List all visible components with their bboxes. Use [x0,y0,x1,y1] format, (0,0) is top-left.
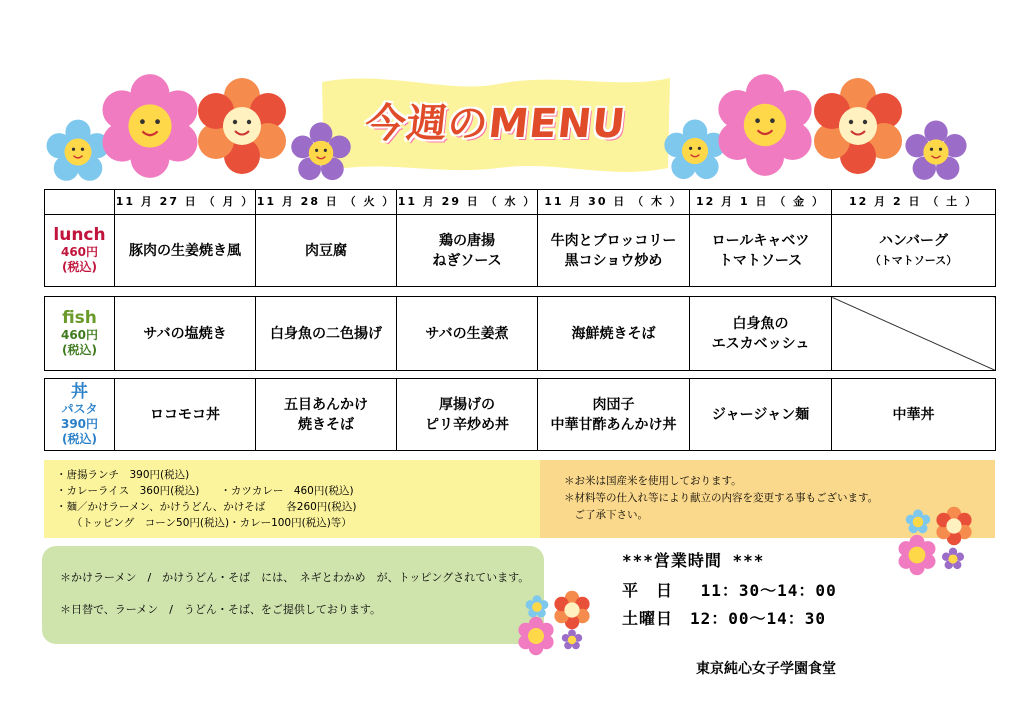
lunch-item: 鶏の唐揚 ねぎソース [397,215,538,287]
orange-flower-icon [192,76,292,176]
don-label [45,379,115,451]
don-name: 丼 [71,381,88,402]
lunch-label [45,215,115,287]
pasta-name: パスタ [61,401,98,416]
purple-flower-icon [286,118,356,188]
blue-flower-icon [904,508,932,536]
don-item: 中華丼 [832,379,996,451]
pink-flower-icon [516,616,556,656]
pink-flower-icon [96,72,204,180]
note-line: （トッピング コーン50円(税込)・カレー100円(税込)等） [56,517,352,529]
don-item: ロコモコ丼 [115,379,256,451]
fish-table [44,296,996,371]
pink-flower-icon [712,72,818,178]
fish-name: fish [62,308,97,328]
fish-price: 460円 [60,328,99,342]
hours-title: ***営業時間 *** [622,551,765,570]
hours-weekday: 平 日 11：30～14：00 [622,581,837,600]
note-line: ご了承下さい。 [564,509,648,521]
orange-flower-icon [552,590,592,630]
fish-tax: (税込) [62,343,97,357]
day-header: 12 月 2 日 （ 土 ） [832,190,996,215]
pink-flower-icon [896,534,938,576]
orange-flower-icon [934,506,974,546]
lunch-tax: (税込) [62,260,97,274]
fish-item: 海鮮焼きそば [538,297,690,371]
fish-item: 白身魚の エスカベッシュ [690,297,832,371]
lunch-item-main: ハンバーグ [878,232,949,249]
purple-flower-icon [940,546,966,572]
don-item: ジャージャン麺 [690,379,832,451]
day-header: 11 月 28 日 （ 火 ） [256,190,397,215]
note-line: ・唐揚ランチ 390円(税込) [56,469,190,481]
lunch-price: 460円 [60,245,99,259]
fish-label [45,297,115,371]
don-tax: (税込) [62,431,97,446]
day-header: 11 月 27 日 （ 月 ） [115,190,256,215]
don-item: 五目あんかけ 焼きそば [256,379,397,451]
topping-notes [42,546,544,644]
don-item: 厚揚げの ピリ辛炒め丼 [397,379,538,451]
don-item: 肉団子 中華甘酢あんかけ丼 [538,379,690,451]
lunch-item-sub: （トマトソース） [869,253,958,267]
lunch-item: 牛肉とブロッコリー 黒コショウ炒め [538,215,690,287]
lunch-item [832,215,996,287]
lunch-item: ロールキャベツ トマトソース [690,215,832,287]
purple-flower-icon [560,628,584,652]
orange-flower-icon [808,76,908,176]
page-title: 今週のMENU [363,101,629,147]
note-line: ・カレーライス 360円(税込) ・カツカレー 460円(税込) [56,485,354,497]
note-line: ＊かけラーメン / かけうどん・そば には、 ネギとわかめ が、トッピングされています。 [60,571,530,584]
note-line: ＊材料等の仕入れ等により献立の内容を変更する事もございます。 [564,492,879,504]
lunch-item: 豚肉の生姜焼き風 [115,215,256,287]
fish-item: 白身魚の二色揚げ [256,297,397,371]
fish-item: サバの生姜煮 [397,297,538,371]
day-header: 11 月 30 日 （ 木 ） [538,190,690,215]
footer-cafeteria-name: 東京純心女子学園食堂 [696,661,836,677]
lunch-name: lunch [53,225,106,245]
note-line: ＊日替で、ラーメン / うどん・そば、をご提供しております。 [60,603,382,616]
fish-item: サバの塩焼き [115,297,256,371]
don-table [44,378,996,451]
don-price: 390円 [60,416,99,431]
hours-saturday: 土曜日 12：00～14：30 [622,609,827,628]
note-line: ・麺／かけラーメン、かけうどん、かけそば 各260円(税込) [56,501,357,513]
lunch-item: 肉豆腐 [256,215,397,287]
day-header: 11 月 29 日 （ 水 ） [397,190,538,215]
empty-cell-diagonal [832,297,996,371]
day-header: 12 月 1 日 （ 金 ） [690,190,832,215]
side-menu-notes [44,460,540,538]
purple-flower-icon [900,116,972,188]
lunch-table [44,189,996,287]
note-line: ＊お米は国産米を使用しております。 [564,475,742,487]
corner-cell [45,190,115,215]
